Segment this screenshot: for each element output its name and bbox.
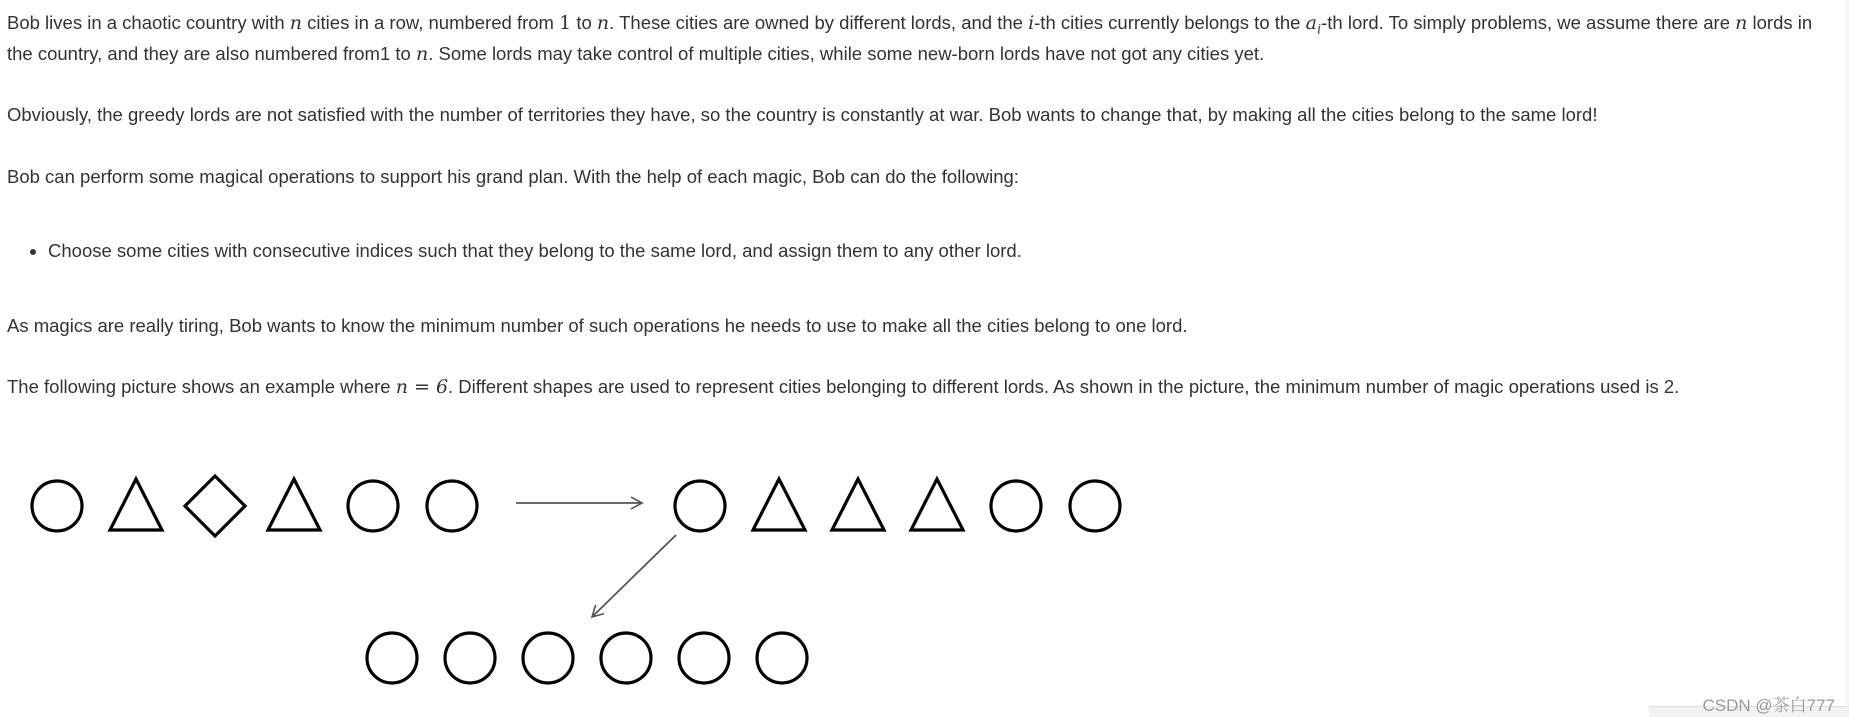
paragraph-example [7, 372, 1837, 403]
triangle-city-shape [110, 479, 162, 530]
text: -th lord. To simply problems, we assume there are [1321, 12, 1736, 33]
text: lords in the country, and they are also numbered from1 to [7, 12, 1813, 64]
math-subscript-i: i [1316, 22, 1322, 38]
operations-list [7, 236, 1837, 267]
paragraph-question: As magics are really tiring, Bob wants to know the minimum number of such operations he needs to use to make all the cities belong to one lord. [7, 314, 1188, 336]
circle-city-shape [601, 633, 651, 683]
paragraph-intro [7, 8, 1837, 69]
diamond-city-shape [185, 476, 245, 536]
math-n: n [596, 12, 610, 34]
circle-city-shape [32, 481, 82, 531]
circle-city-shape [679, 633, 729, 683]
text: to [571, 12, 597, 33]
circle-city-shape [427, 481, 477, 531]
text: . Some lords may take control of multiple cities, while some new-born lords have not got any cities yet. [428, 42, 1265, 64]
text: -th cities currently belongs to the [1034, 12, 1306, 33]
math-i: i [1028, 12, 1035, 34]
circle-city-shape [348, 481, 398, 531]
scrollbar-edge [1845, 0, 1849, 717]
circle-city-shape [367, 633, 417, 683]
math-n-equals-6: n = 6 [395, 376, 449, 398]
triangle-city-shape [832, 479, 884, 530]
watermark: CSDN @茶白777 [1702, 696, 1835, 715]
problem-statement [7, 8, 1837, 434]
text: . These cities are owned by different lords, and the [609, 12, 1029, 33]
text: Bob lives in a chaotic country with [7, 12, 290, 33]
circle-city-shape [1070, 481, 1120, 531]
circle-city-shape [675, 481, 725, 531]
triangle-city-shape [268, 479, 320, 530]
text: . Different shapes are used to represent cities belonging to different lords. As shown in the picture, the minimum number of magic operations used is 2. [448, 376, 1680, 397]
shape-rows [32, 476, 1120, 683]
math-n: n [289, 12, 303, 34]
circle-city-shape [991, 481, 1041, 531]
circle-city-shape [757, 633, 807, 683]
list-item: • Choose some cities with consecutive indices such that they belong to the same lord, and assign them to any other lord. [48, 236, 1837, 267]
text: cities in a row, numbered from [302, 12, 560, 33]
math-a: a [1305, 12, 1317, 34]
triangle-city-shape [911, 479, 963, 530]
example-figure [0, 440, 1160, 717]
circle-city-shape [523, 633, 573, 683]
circle-city-shape [445, 633, 495, 683]
paragraph-magic: Bob can perform some magical operations to support his grand plan. With the help of each magic, Bob can do the following: [7, 165, 1019, 187]
text: The following picture shows an example where [7, 376, 396, 397]
math-one: 1 [559, 12, 572, 34]
triangle-city-shape [753, 479, 805, 530]
math-n: n [1735, 12, 1748, 34]
math-n: n [415, 42, 429, 65]
paragraph-goal: Obviously, the greedy lords are not satisfied with the number of territories they have, so the country is constantly at war. Bob wants to change that, by making all the cities belong to the same lord! [7, 104, 1598, 125]
arrow-down-left [592, 535, 676, 617]
